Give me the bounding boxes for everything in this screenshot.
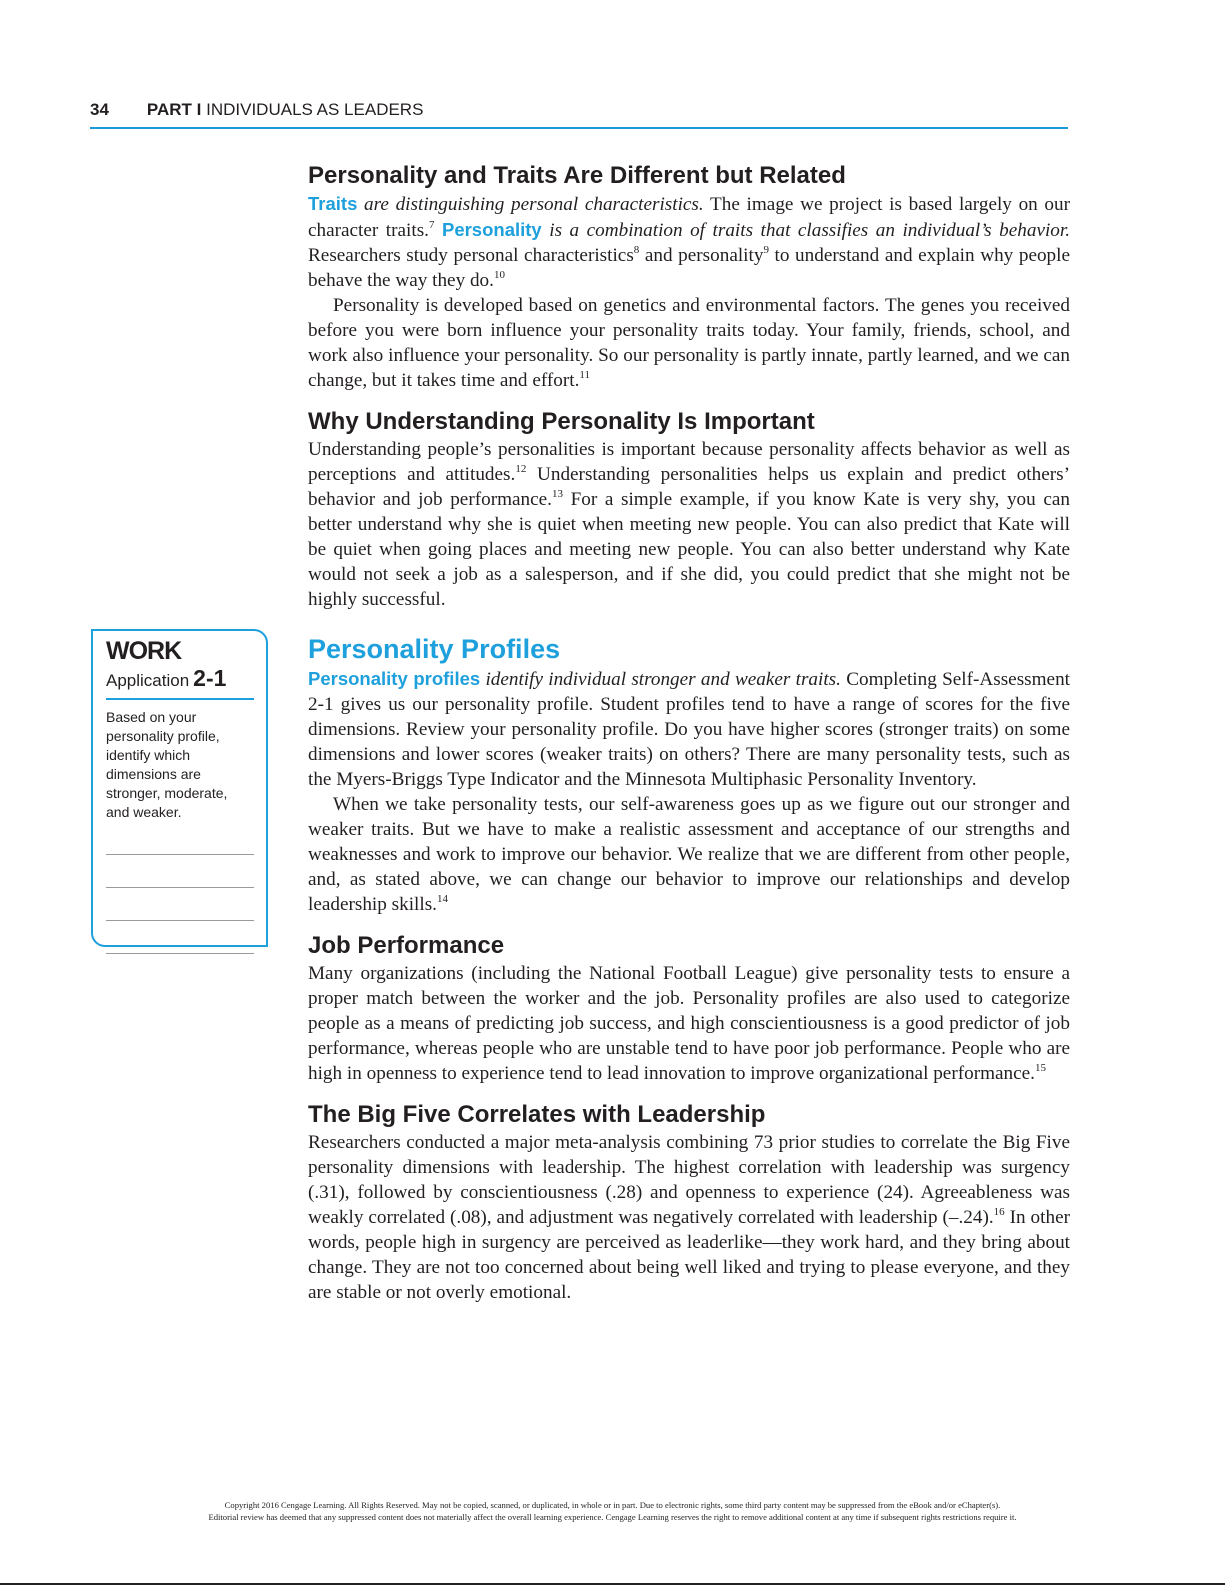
footnote-ref: 7	[428, 219, 435, 231]
definition: is a combination of traits that classifies an individual’s behavior.	[549, 220, 1071, 241]
work-application-number: 2-1	[193, 665, 227, 691]
part-title: INDIVIDUALS AS LEADERS	[206, 100, 424, 119]
answer-line[interactable]	[106, 920, 254, 921]
paragraph: Understanding people’s personalities is important because personality affects behavior as well as perceptions and attitudes.$^{12}$ Understanding personalities helps us explain and predict others’ behavior and job performance.$^{13}$ For a simple example, if you know Kate is very shy, you can better understand why she is quiet when meeting new people. You can also predict that Kate will be quiet when going places and meeting new people. You can also better understand why Kate would not seek a job as a salesperson, and if she did, you could predict that she might not be highly successful.	[308, 439, 1070, 610]
footnote-ref: 13	[551, 488, 563, 500]
page-number: 34	[90, 100, 109, 119]
answer-line[interactable]	[106, 953, 254, 954]
paragraph: Many organizations (including the National Football League) give personality tests to ensure a proper match between the worker and the job. Personality profiles are also used to categorize people as a means of predicting job success, and high conscientiousness is a good predictor of job performance, whereas people who are unstable tend to have poor job performance. People who are high in openness to experience tend to lead innovation to improve organizational performance.$^{15}$	[308, 963, 1070, 1084]
definition: identify individual stronger and weaker traits.	[485, 669, 841, 690]
section-heading: Why Understanding Personality Is Important	[308, 408, 815, 435]
divider	[106, 698, 254, 700]
section-heading: The Big Five Correlates with Leadership	[308, 1101, 766, 1128]
work-application-label: Application 2-1	[106, 665, 227, 691]
paragraph: Traits are distinguishing personal characteristics. The image we project is based largely on our character traits.$^7$ Personality is a combination of traits that classifies an individual’s behavior. Researchers study personal characteristics$^8$ and personality$^9$ to understand and explain why people behave the way they do.$^{10}$	[308, 193, 1071, 291]
key-term: Traits	[308, 193, 358, 214]
footnote-ref: 9	[763, 244, 769, 256]
work-application-prompt: Based on your personality profile, identify which dimensions are stronger, moderate, and weaker.	[106, 709, 228, 820]
footnote-ref: 11	[579, 369, 590, 381]
part-label: PART I	[146, 100, 202, 119]
section-heading: Personality and Traits Are Different but Related	[308, 162, 846, 189]
definition: are distinguishing personal characteristics.	[364, 194, 704, 215]
footnote-ref: 16	[993, 1206, 1005, 1218]
footnote-ref: 10	[493, 269, 505, 281]
paragraph: When we take personality tests, our self-awareness goes up as we figure out our stronger and weaker traits. But we have to make a realistic assessment and acceptance of our strengths and weaknesses and work to improve our behavior. We realize that we are different from other people, and, as stated above, we can change our behavior to improve our relationships and develop leadership skills.$^{14}$	[308, 794, 1070, 915]
footnote-ref: 15	[1034, 1062, 1046, 1074]
answer-line[interactable]	[106, 887, 254, 888]
work-application-box	[91, 629, 268, 947]
paragraph: Researchers conducted a major meta-analysis combining 73 prior studies to correlate the Big Five personality dimensions with leadership. The highest correlation with leadership was surgency (.31), followed by conscientiousness (.28) and openness to experience (24). Agreeableness was weakly correlated (.08), and adjustment was negatively correlated with leadership (–.24).$^{16}$ In other words, people high in surgency are perceived as leaderlike—they work hard, and they bring about change. They are not too concerned about being well liked and trying to please everyone, and they are stable or not overly emotional.	[308, 1132, 1070, 1303]
major-heading: Personality Profiles	[308, 634, 561, 664]
key-term: Personality profiles	[308, 668, 481, 689]
paragraph: Personality is developed based on genetics and environmental factors. The genes you received before you were born influence your personality traits today. Your family, friends, school, and work also influence your personality. So our personality is partly innate, partly learned, and we can change, but it takes time and effort.$^{11}$	[308, 295, 1070, 391]
footnote-ref: 14	[436, 893, 448, 905]
copyright-footer	[60, 1499, 1165, 1523]
key-term: Personality	[441, 219, 542, 240]
section-heading: Job Performance	[308, 932, 505, 959]
paragraph: Personality profiles identify individual stronger and weaker traits. Completing Self-Assessment 2-1 gives us our personality profile. Student profiles tend to have a range of scores for the five dimensions. Review your personality profile. Do you have higher scores (stronger traits) on some dimensions and lower scores (weaker traits) on others? There are many personality tests, such as the Myers-Briggs Type Indicator and the Minnesota Multiphasic Personality Inventory.	[308, 668, 1070, 790]
copyright-line: Editorial review has deemed that any suppressed content does not materially affect the overall learning experience. Cengage Learning reserves the right to remove additional content at any time if subsequent rights restrictions require it.	[208, 1512, 1017, 1522]
footnote-ref: 12	[515, 463, 527, 475]
answer-line[interactable]	[106, 854, 254, 855]
footnote-ref: 8	[633, 244, 640, 256]
work-application-title: WORK	[106, 637, 182, 665]
copyright-line: Copyright 2016 Cengage Learning. All Rights Reserved. May not be copied, scanned, or duplicated, in whole or in part. Due to electronic rights, some third party content may be suppressed from the eBook and/or eChapter(s).	[224, 1500, 1001, 1510]
main-column	[308, 161, 1070, 1305]
running-header	[90, 100, 1068, 129]
